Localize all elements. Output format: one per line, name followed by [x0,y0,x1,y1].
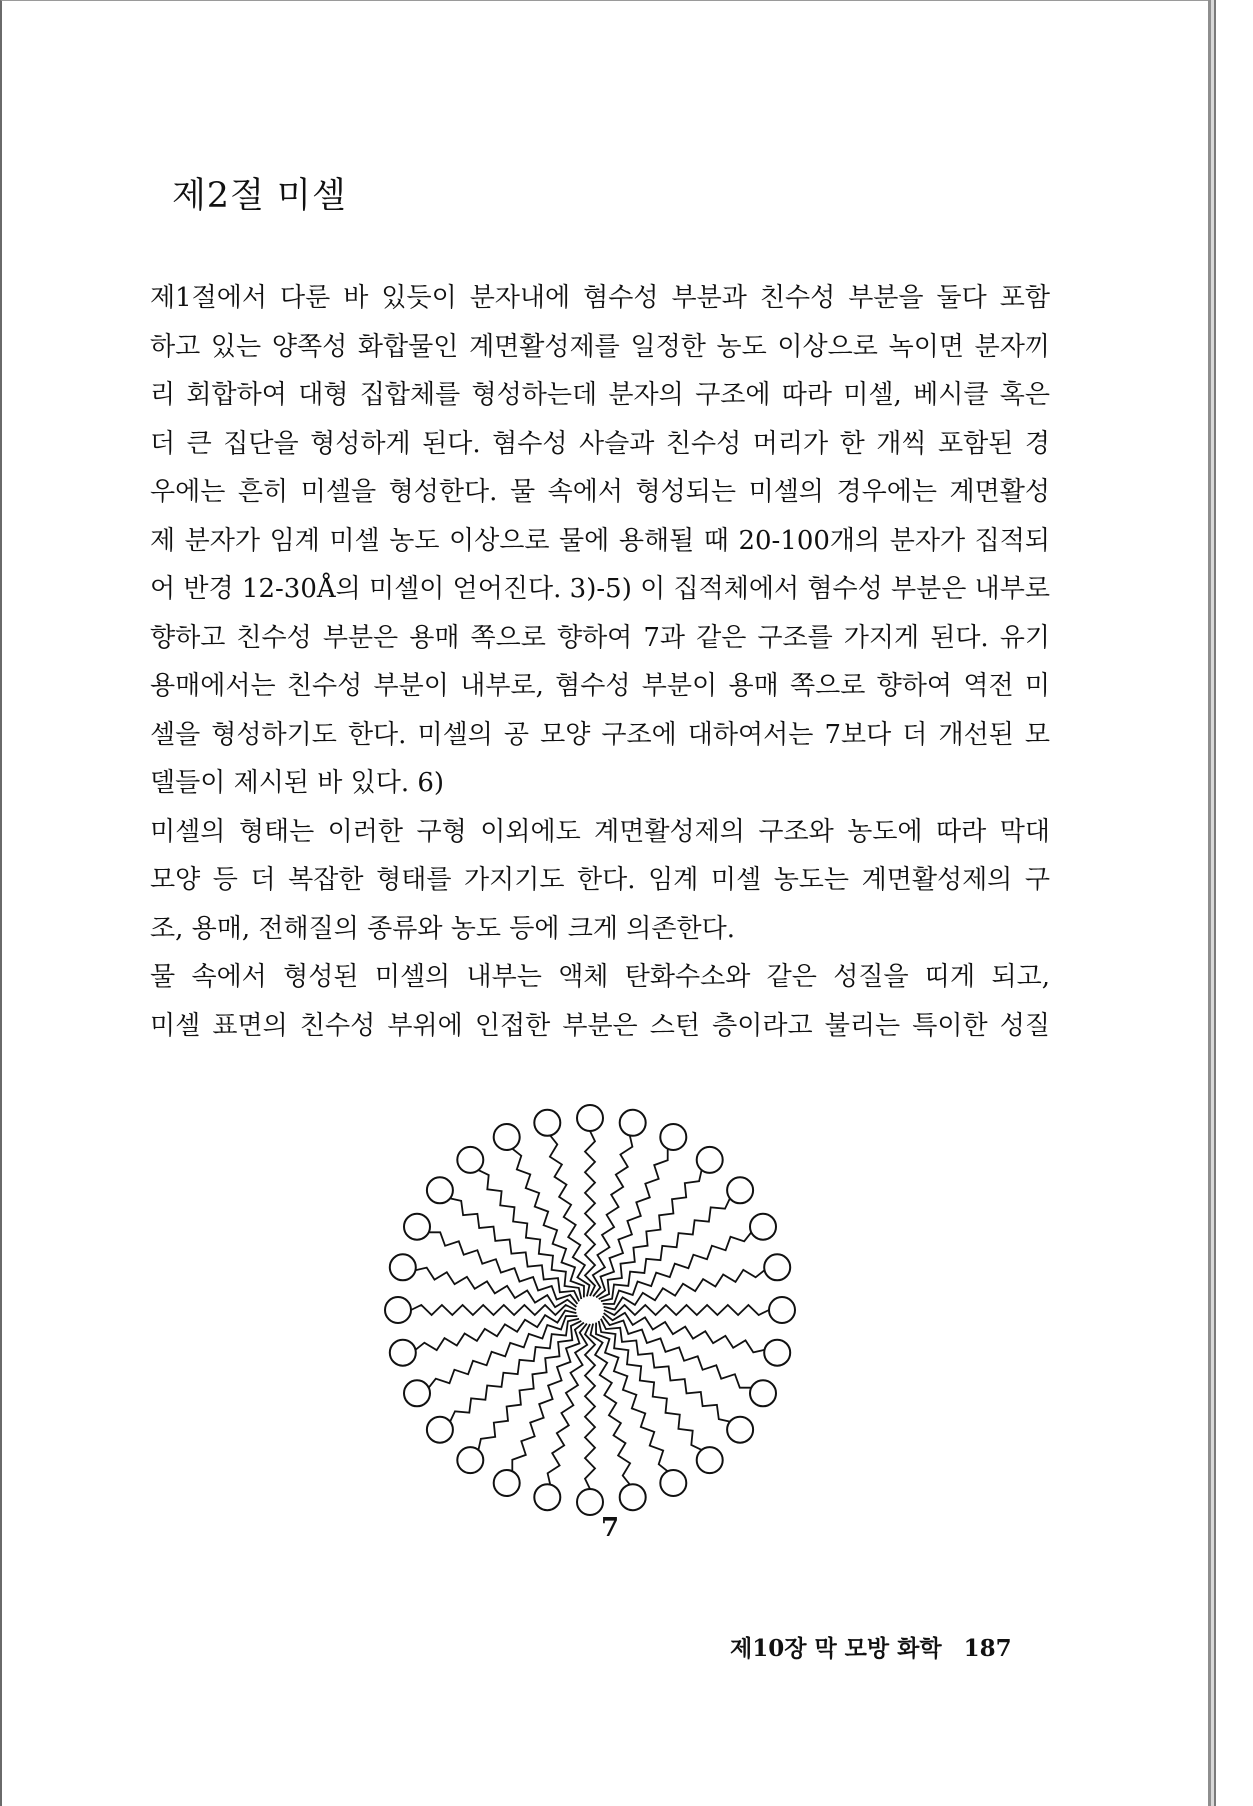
text-line: 제 분자가 임계 미셀 농도 이상으로 물에 용해될 때 20-100개의 분자가 집적되 [150,525,1050,556]
hydrophilic-head [534,1110,560,1136]
running-head [730,1630,1012,1663]
hydrophilic-head [385,1297,411,1323]
figure-label: 7 [600,1513,620,1543]
hydrophobic-tail [591,1324,631,1485]
hydrophilic-head [697,1147,723,1173]
hydrophilic-head [404,1214,430,1240]
hydrophilic-head [577,1105,603,1131]
text-line: 셀을 형성하기도 한다. 미셀의 공 모양 구조에 대하여서는 7보다 더 개선된 모 [150,719,1050,750]
hydrophilic-head [620,1110,646,1136]
text-line: 미셀의 형태는 이러한 구형 이외에도 계면활성제의 구조와 농도에 따라 막대 [150,816,1050,847]
hydrophilic-head [697,1447,723,1473]
text-line: 향하고 친수성 부분은 용매 쪽으로 향하여 7과 같은 구조를 가지게 된다. 유기 [150,622,1050,653]
micelle-diagram [380,1100,800,1520]
hydrophilic-head [620,1484,646,1510]
hydrophilic-head [769,1297,795,1323]
hydrophilic-head [390,1340,416,1366]
hydrophobic-tail [585,1131,595,1296]
hydrophilic-head [727,1417,753,1443]
hydrophilic-head [457,1147,483,1173]
text-line: 용매에서는 친수성 부분이 내부로, 혐수성 부분이 용매 쪽으로 향하여 역전 미 [150,671,1050,701]
hydrophilic-head [660,1470,686,1496]
micelle-svg [380,1100,800,1520]
hydrophobic-tail [596,1149,668,1298]
hydrophilic-head [427,1417,453,1443]
hydrophobic-tail [585,1324,595,1489]
text-line: 리 회합하여 대형 집합체를 형성하는데 분자의 구조에 따라 미셀, 베시클 혹은 [150,380,1050,410]
hydrophilic-head [404,1380,430,1406]
hydrophilic-head [660,1124,686,1150]
hydrophilic-head [764,1340,790,1366]
hydrophilic-head [494,1124,520,1150]
hydrophobic-tail [416,1311,577,1351]
text-line: 더 큰 집단을 형성하게 된다. 혐수성 사슬과 친수성 머리가 한 개씩 포함된 경 [150,428,1050,459]
hydrophilic-head [750,1380,776,1406]
section-title: 제2절 미셀 [172,176,347,216]
hydrophilic-head [390,1254,416,1280]
text-line: 어 반경 12-30Å의 미셀이 얻어진다. 3)-5) 이 집적체에서 혐수성 부분은 내부로 [150,574,1050,604]
text-line: 델들이 제시된 바 있다. 6) [150,768,445,798]
chapter-title: 제10장 막 모방 화학 [730,1635,942,1662]
hydrophobic-tail [604,1305,769,1315]
hydrophilic-head [577,1489,603,1515]
text-line: 하고 있는 양쪽성 화합물인 계면활성제를 일정한 농도 이상으로 녹이면 분자끼 [150,331,1050,362]
page-number: 187 [963,1635,1012,1662]
text-line: 물 속에서 형성된 미셀의 내부는 액체 탄화수소와 같은 성질을 띠게 되고, [150,962,1050,992]
hydrophilic-head [457,1447,483,1473]
text-line: 우에는 흔히 미셀을 형성한다. 물 속에서 형성되는 미셀의 경우에는 계면활성 [150,477,1050,507]
text-line: 모양 등 더 복잡한 형태를 가지기도 한다. 임계 미셀 농도는 계면활성제의 구 [150,865,1050,895]
text-line: 제1절에서 다룬 바 있듯이 분자내에 혐수성 부분과 친수성 부분을 둘다 포함 [150,283,1050,313]
hydrophobic-tail [512,1323,584,1472]
hydrophobic-tail [604,1270,765,1310]
hydrophilic-head [750,1214,776,1240]
text-line: 조, 용매, 전해질의 종류와 농도 등에 크게 의존한다. [150,913,735,944]
page-edge [1214,0,1216,1806]
hydrophobic-tail [411,1305,576,1315]
hydrophobic-tail [550,1136,590,1297]
hydrophilic-head [534,1484,560,1510]
hydrophilic-head [494,1470,520,1496]
text-line: 미셀 표면의 친수성 부위에 인접한 부분은 스턴 층이라고 불리는 특이한 성질 [150,1010,1050,1041]
hydrophobic-tail [603,1316,752,1388]
hydrophilic-head [764,1254,790,1280]
hydrophilic-head [427,1177,453,1203]
hydrophilic-head [727,1177,753,1203]
body-text [150,274,1050,1050]
hydrophobic-tail [429,1232,578,1304]
